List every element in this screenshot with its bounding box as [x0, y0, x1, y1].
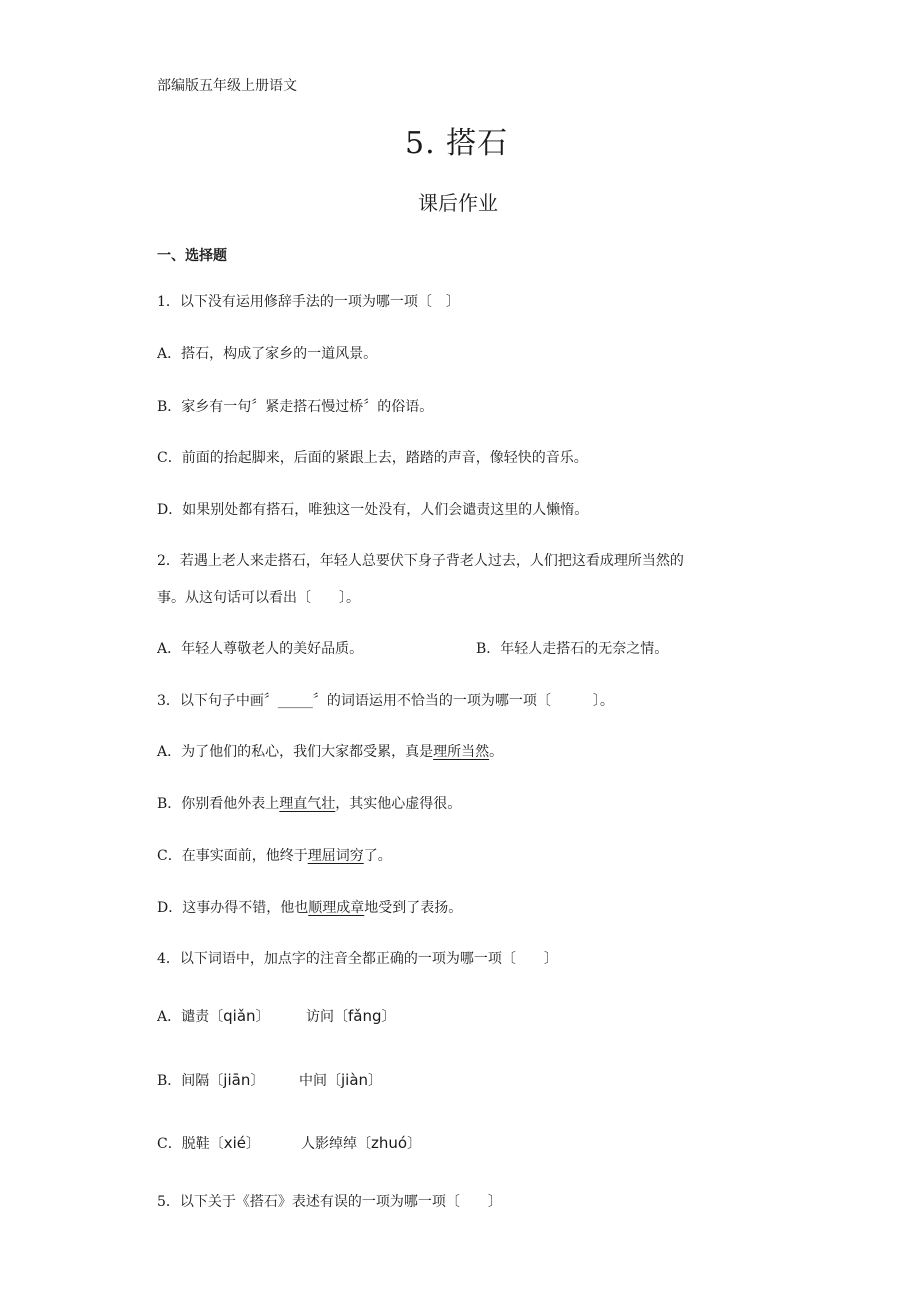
- q1-stem: 1．以下没有运用修辞手法的一项为哪一项〔 〕: [157, 294, 460, 310]
- underlined-word: 理直气壮: [279, 796, 336, 812]
- q1-option-c: C．前面的抬起脚来，后面的紧跟上去，踏踏的声音，像轻快的音乐。: [157, 450, 588, 466]
- page-title: 5. 搭石: [405, 126, 509, 161]
- q2-option-b: B．年轻人走搭石的无奈之情。: [476, 641, 669, 657]
- q2-option-a: A．年轻人尊敬老人的美好品质。: [157, 641, 364, 657]
- section-heading: 一、选择题: [157, 248, 227, 264]
- q5-stem: 5．以下关于《搭石》表述有误的一项为哪一项〔 〕: [157, 1194, 502, 1210]
- q4-stem: 4．以下词语中，加点字的注音全都正确的一项为哪一项〔 〕: [157, 951, 558, 967]
- q2-stem-line2: 事。从这句话可以看出〔 〕。: [157, 590, 360, 606]
- q3-option-d: D．这事办得不错，他也顺理成章地受到了表扬。: [157, 900, 463, 916]
- q4-option-a-word2: 访问〔fǎng〕: [306, 1007, 396, 1025]
- q3-option-c: C．在事实面前，他终于理屈词穷了。: [157, 848, 392, 864]
- underlined-word: 理屈词穷: [307, 848, 364, 864]
- q4-option-c-word2: 人影绰绰〔zhuó〕: [301, 1134, 422, 1152]
- header-note: 部编版五年级上册语文: [157, 78, 297, 94]
- page-subtitle: 课后作业: [418, 191, 498, 215]
- underlined-word: 顺理成章: [308, 900, 365, 916]
- q4-option-b-word1: B．间隔〔jiān〕: [157, 1071, 265, 1089]
- underlined-word: 理所当然: [433, 744, 490, 760]
- q4-option-a-word1: A．谴责〔qiǎn〕: [157, 1007, 270, 1025]
- q1-option-b: B．家乡有一句〞紧走搭石慢过桥〞的俗语。: [157, 399, 434, 415]
- q2-stem-line1: 2．若遇上老人来走搭石，年轻人总要伏下身子背老人过去，人们把这看成理所当然的: [157, 553, 684, 569]
- q3-stem: 3．以下句子中画〞_____〞的词语运用不恰当的一项为哪一项〔 〕。: [157, 693, 614, 709]
- q1-option-a: A．搭石，构成了家乡的一道风景。: [157, 346, 378, 362]
- q4-option-b-word2: 中间〔jiàn〕: [299, 1071, 383, 1089]
- q3-option-a: A．为了他们的私心，我们大家都受累，真是理所当然。: [157, 744, 504, 760]
- q4-option-c-word1: C．脱鞋〔xié〕: [157, 1134, 260, 1152]
- q3-option-b: B．你别看他外表上理直气壮，其实他心虚得很。: [157, 796, 462, 812]
- q1-option-d: D．如果别处都有搭石，唯独这一处没有，人们会谴责这里的人懒惰。: [157, 502, 589, 518]
